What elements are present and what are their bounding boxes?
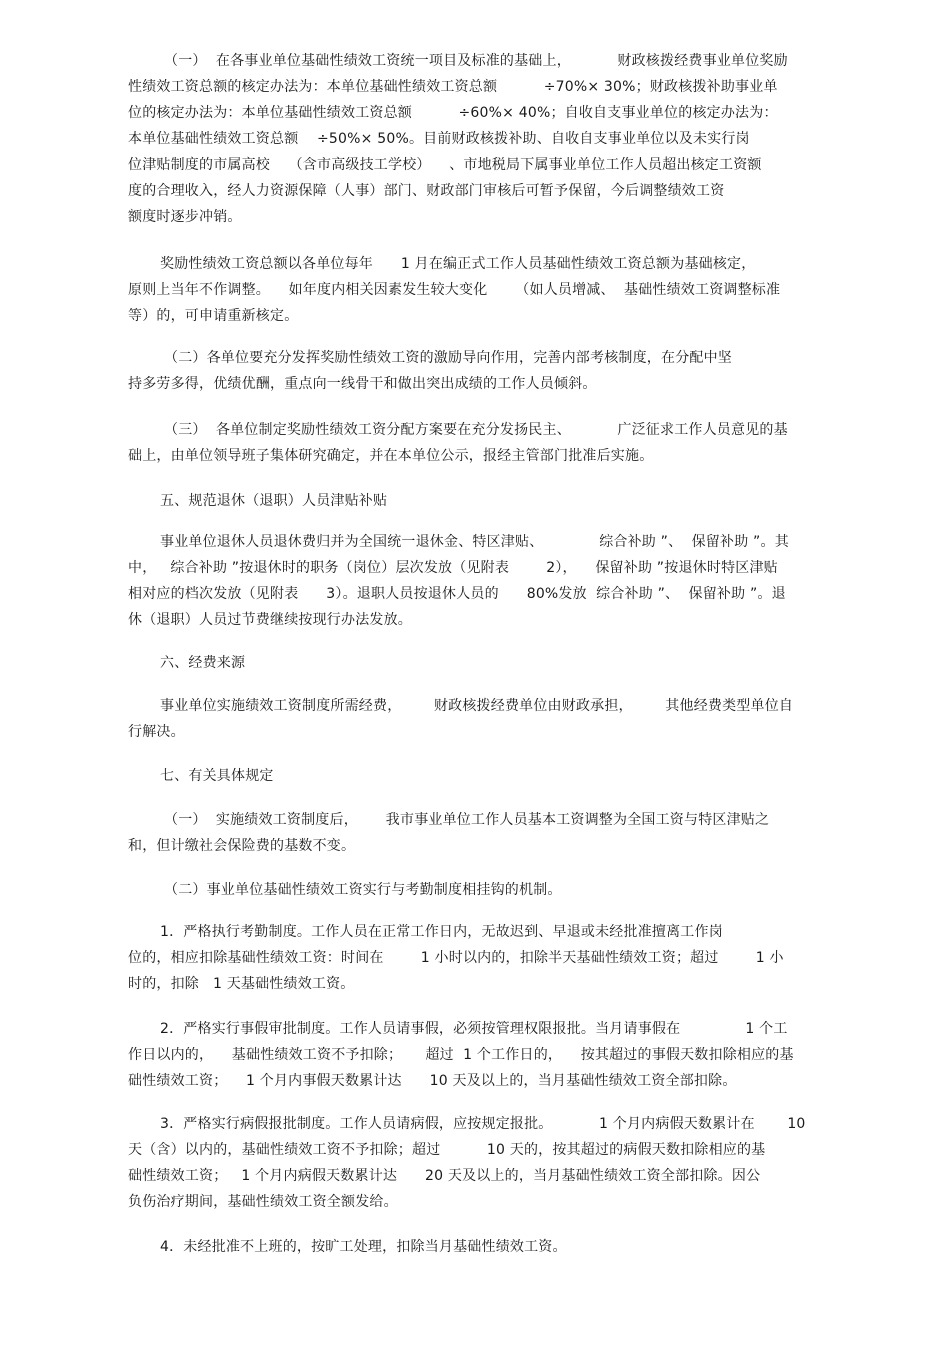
- paragraph-line: 额度时逐步冲销。: [128, 209, 242, 225]
- paragraph-line: 本单位基础性绩效工资总额 ÷50%× 50%。目前财政核拨补助、自收自支事业单位以及未实行岗: [128, 131, 750, 147]
- paragraph-line: 础性绩效工资； 1 个月内病假天数累计达 20 天及以上的，当月基础性绩效工资全部扣除。因公: [128, 1168, 761, 1184]
- paragraph-line: 位的核定办法为：本单位基础性绩效工资总额 ÷60%× 40%；自收自支事业单位的核定办法为：: [128, 105, 778, 121]
- paragraph-line: 性绩效工资总额的核定办法为：本单位基础性绩效工资总额 ÷70%× 30%；财政核拨补助事业单: [128, 79, 778, 95]
- paragraph-line: 时的，扣除 1 天基础性绩效工资。: [128, 976, 355, 992]
- paragraph-line: 奖励性绩效工资总额以各单位每年 1 月在编正式工作人员基础性绩效工资总额为基础核定，: [160, 256, 756, 272]
- paragraph-line: 础性绩效工资； 1 个月内事假天数累计达 10 天及以上的，当月基础性绩效工资全部扣除。: [128, 1073, 737, 1089]
- paragraph-line: 和，但计缴社会保险费的基数不变。: [128, 838, 356, 854]
- paragraph-line: （二）事业单位基础性绩效工资实行与考勤制度相挂钩的机制。: [164, 882, 562, 898]
- paragraph-line: （一） 实施绩效工资制度后， 我市事业单位工作人员基本工资调整为全国工资与特区津贴之: [164, 812, 770, 828]
- paragraph-line: 作日以内的， 基础性绩效工资不予扣除； 超过 1 个工作日的， 按其超过的事假天数扣除相应的基: [128, 1047, 794, 1063]
- paragraph-line: 事业单位实施绩效工资制度所需经费， 财政核拨经费单位由财政承担， 其他经费类型单位自: [160, 698, 794, 714]
- paragraph-line: （二）各单位要充分发挥奖励性绩效工资的激励导向作用，完善内部考核制度，在分配中坚: [164, 350, 732, 366]
- paragraph-line: 1．严格执行考勤制度。工作人员在正常工作日内，无故迟到、早退或未经批准擅离工作岗: [160, 924, 723, 940]
- paragraph-line: 持多劳多得，优绩优酬，重点向一线骨干和做出突出成绩的工作人员倾斜。: [128, 376, 597, 392]
- paragraph-line: （一） 在各事业单位基础性绩效工资统一项目及标准的基础上， 财政核拨经费事业单位奖励: [164, 53, 788, 69]
- section-heading: 六、经费来源: [160, 655, 246, 671]
- paragraph-line: 事业单位退休人员退休费归并为全国统一退休金、特区津贴、 综合补助 ”、 保留补助 ”。其: [160, 534, 789, 550]
- paragraph-line: 天（含）以内的，基础性绩效工资不予扣除；超过 10 天的，按其超过的病假天数扣除相应的基: [128, 1142, 766, 1158]
- paragraph-line: 度的合理收入，经人力资源保障（人事）部门、财政部门审核后可暂予保留，今后调整绩效工资: [128, 183, 725, 199]
- paragraph-line: 行解决。: [128, 724, 185, 740]
- paragraph-line: 础上，由单位领导班子集体研究确定，并在本单位公示，报经主管部门批准后实施。: [128, 448, 654, 464]
- paragraph-line: 位津贴制度的市属高校 （含市高级技工学校） 、市地税局下属事业单位工作人员超出核定工资额: [128, 157, 762, 173]
- paragraph-line: 原则上当年不作调整。 如年度内相关因素发生较大变化 （如人员增减、 基础性绩效工资调整标准: [128, 282, 781, 298]
- paragraph-line: 3．严格实行病假报批制度。工作人员请病假，应按规定报批。 1 个月内病假天数累计在 10: [160, 1116, 806, 1132]
- paragraph-line: 负伤治疗期间，基础性绩效工资全额发给。: [128, 1194, 398, 1210]
- paragraph-line: 位的，相应扣除基础性绩效工资：时间在 1 小时以内的，扣除半天基础性绩效工资；超过 1 小: [128, 950, 784, 966]
- section-heading: 七、有关具体规定: [160, 768, 274, 784]
- paragraph-line: 中， 综合补助 ”按退休时的职务（岗位）层次发放（见附表 2）， 保留补助 ”按退休时特区津贴: [128, 560, 778, 576]
- paragraph-line: 4．未经批准不上班的，按旷工处理，扣除当月基础性绩效工资。: [160, 1239, 567, 1255]
- paragraph-line: 2．严格实行事假审批制度。工作人员请事假，必须按管理权限报批。当月请事假在 1 个工: [160, 1021, 788, 1037]
- paragraph-line: 等）的，可申请重新核定。: [128, 308, 299, 324]
- paragraph-line: （三） 各单位制定奖励性绩效工资分配方案要在充分发扬民主、 广泛征求工作人员意见的基: [164, 422, 788, 438]
- paragraph-line: 休（退职）人员过节费继续按现行办法发放。: [128, 612, 412, 628]
- paragraph-line: 相对应的档次发放（见附表 3）。退职人员按退休人员的 80%发放 综合补助 ”、 保留补助 ”。退: [128, 586, 786, 602]
- section-heading: 五、规范退休（退职）人员津贴补贴: [160, 493, 388, 509]
